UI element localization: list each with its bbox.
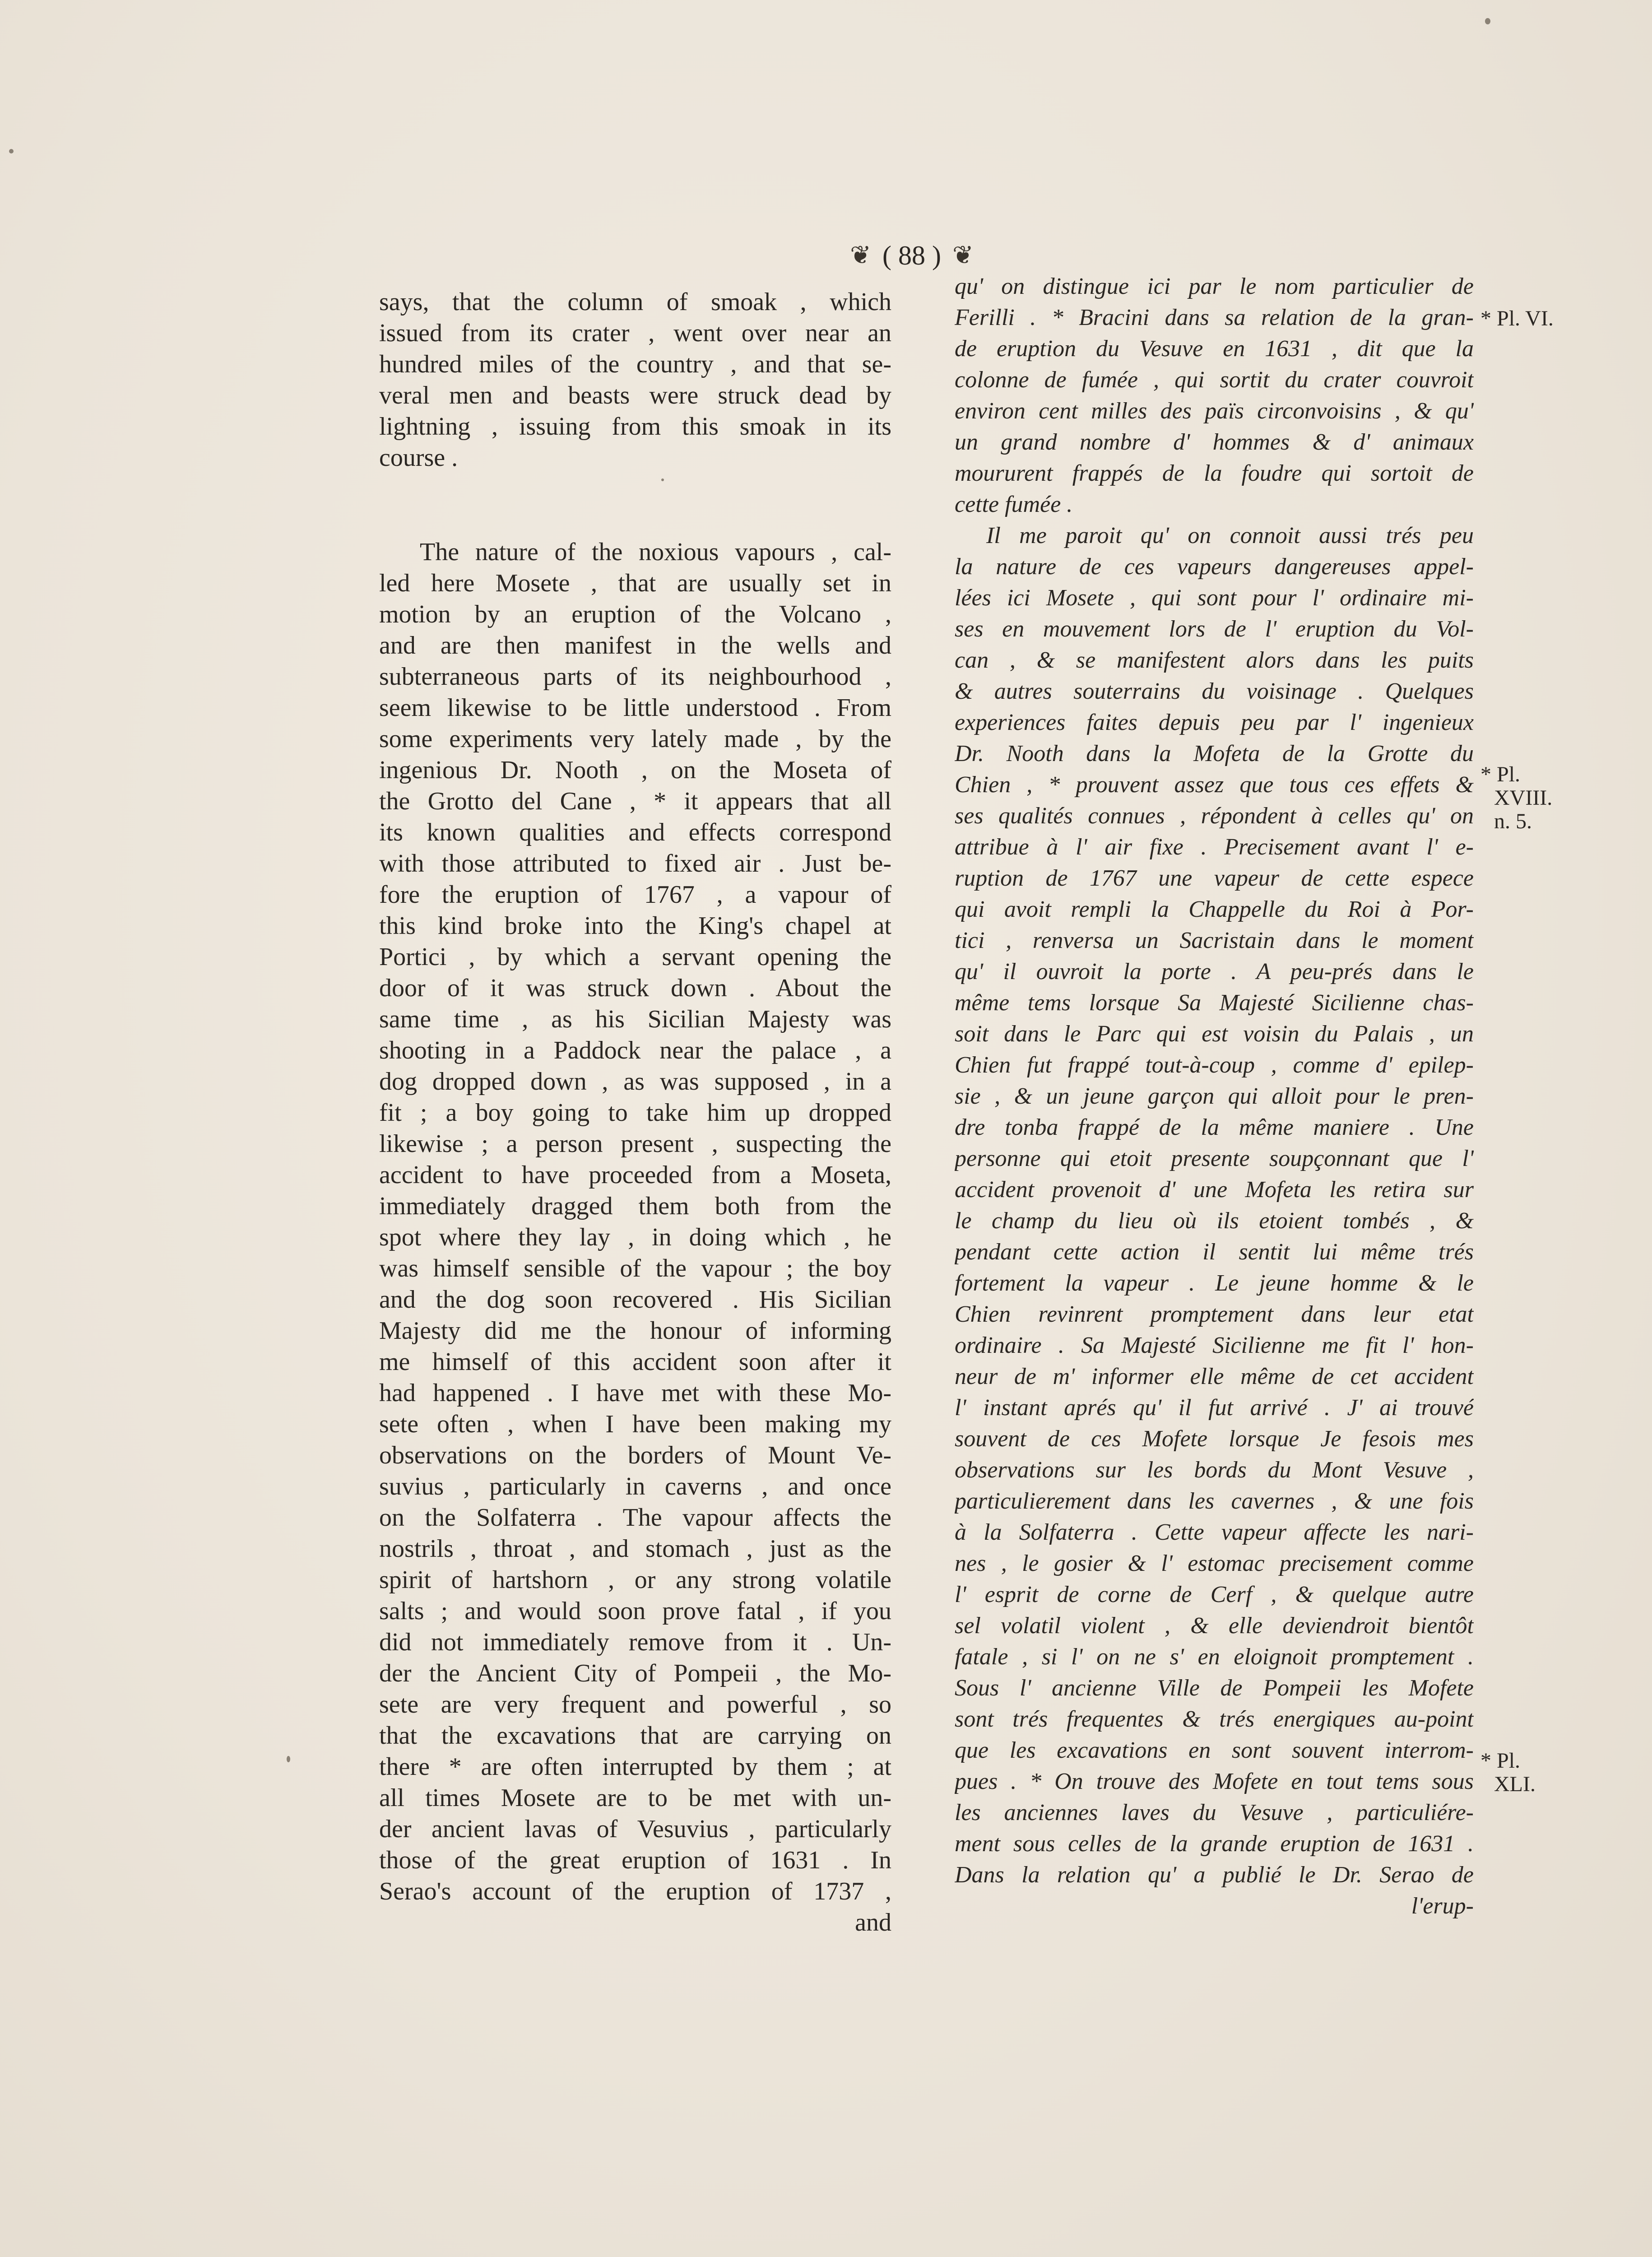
text-line: led here Mosete , that are usually set in [379, 569, 891, 597]
text-line: experiences faites depuis peu par l' ingenieux [955, 710, 1474, 735]
english-paragraph-2 [379, 537, 891, 1938]
margin-note-text: * Pl. [1480, 762, 1521, 786]
text-line: likewise ; a person present , suspecting the [379, 1130, 891, 1158]
text-line: this kind broke into the King's chapel at [379, 912, 891, 940]
text-line: accident provenoit d' une Mofeta les retira sur [955, 1177, 1474, 1203]
text-line: neur de m' informer elle même de cet accident [955, 1364, 1474, 1389]
text-line: personne qui etoit presente soupçonnant que l' [955, 1146, 1474, 1171]
text-line: dog dropped down , as was supposed , in a [379, 1068, 891, 1096]
catchword: and [855, 1909, 891, 1937]
text-line: veral men and beasts were struck dead by [379, 381, 891, 409]
text-line: Serao's account of the eruption of 1737 , [379, 1877, 891, 1905]
text-line: and the dog soon recovered . His Sicilian [379, 1286, 891, 1314]
text-line: fortement la vapeur . Le jeune homme & le [955, 1270, 1474, 1296]
text-line: Majesty did me the honour of informing [379, 1317, 891, 1345]
text-line: seem likewise to be little understood . From [379, 694, 891, 722]
text-line: and are then manifest in the wells and [379, 632, 891, 659]
margin-note-pl-xviii [1480, 763, 1552, 833]
text-line: qu' il ouvroit la porte . A peu-prés dans le [955, 959, 1474, 985]
text-line: there * are often interrupted by them ; at [379, 1753, 891, 1781]
text-line: ses en mouvement lors de l' eruption du Vol- [955, 616, 1474, 642]
text-line: cette fumée . [955, 492, 1073, 517]
text-line: Dans la relation qu' a publié le Dr. Serao de [955, 1862, 1474, 1888]
text-line: did not immediately remove from it . Un- [379, 1628, 891, 1656]
text-line: all times Mosete are to be met with un- [379, 1784, 891, 1812]
text-line: sie , & un jeune garçon qui alloit pour le pren- [955, 1083, 1474, 1109]
text-line: de eruption du Vesuve en 1631 , dit que la [955, 336, 1474, 362]
text-line: les anciennes laves du Vesuve , particuliére- [955, 1800, 1474, 1825]
text-line: immediately dragged them both from the [379, 1192, 891, 1220]
text-line: motion by an eruption of the Volcano , [379, 600, 891, 628]
text-line: dre tonba frappé de la même maniere . Une [955, 1115, 1474, 1140]
text-line: ruption de 1767 une vapeur de cette espece [955, 865, 1474, 891]
text-line: salts ; and would soon prove fatal , if you [379, 1597, 891, 1625]
text-line: ordinaire . Sa Majesté Sicilienne me fit l' hon- [955, 1333, 1474, 1358]
text-line: nes , le gosier & l' estomac precisement comme [955, 1551, 1474, 1576]
text-line: shooting in a Paddock near the palace , a [379, 1036, 891, 1064]
text-line: The nature of the noxious vapours , cal- [420, 538, 891, 566]
text-line: sont trés frequentes & trés energiques au-point [955, 1706, 1474, 1732]
text-line: ingenious Dr. Nooth , on the Moseta of [379, 756, 891, 784]
text-line: tici , renversa un Sacristain dans le moment [955, 928, 1474, 953]
text-line: fit ; a boy going to take him up dropped [379, 1099, 891, 1127]
french-column [955, 271, 1474, 1922]
french-paragraph-1 [955, 271, 1474, 520]
text-line: colonne de fumée , qui sortit du crater couvroit [955, 367, 1474, 393]
text-line: moururent frappés de la foudre qui sortoit de [955, 460, 1474, 486]
text-line: spot where they lay , in doing which , he [379, 1223, 891, 1251]
text-line: der ancient lavas of Vesuvius , particularly [379, 1815, 891, 1843]
text-line: Chien revinrent promptement dans leur etat [955, 1301, 1474, 1327]
text-line: subterraneous parts of its neighbourhood , [379, 663, 891, 691]
text-line: that the excavations that are carrying on [379, 1722, 891, 1750]
text-line: Chien , * prouvent assez que tous ces effets & [955, 772, 1474, 798]
text-line: says, that the column of smoak , which [379, 288, 891, 316]
text-line: l' esprit de corne de Cerf , & quelque autre [955, 1582, 1474, 1607]
text-line: qui avoit rempli la Chappelle du Roi à Por- [955, 896, 1474, 922]
french-paragraph-2 [955, 520, 1474, 1922]
page-number: ( 88 ) [882, 241, 941, 271]
text-line: Dr. Nooth dans la Mofeta de la Grotte du [955, 741, 1474, 766]
paragraph-gap [379, 474, 891, 537]
text-line: spirit of hartshorn , or any strong volatile [379, 1566, 891, 1594]
text-line: la nature de ces vapeurs dangereuses appel- [955, 554, 1474, 580]
text-line: same time , as his Sicilian Majesty was [379, 1005, 891, 1033]
text-line: souvent de ces Mofete lorsque Je fesois mes [955, 1426, 1474, 1452]
text-line: sel volatil violent , & elle deviendroit bientôt [955, 1613, 1474, 1639]
text-line: observations sur les bords du Mont Vesuve , [955, 1457, 1474, 1483]
ornament-right-icon: ❦ [952, 241, 974, 270]
text-line: suvius , particularly in caverns , and once [379, 1472, 891, 1500]
text-line: Ferilli . * Bracini dans sa relation de la gran- [955, 305, 1474, 330]
text-line: der the Ancient City of Pompeii , the Mo- [379, 1659, 891, 1687]
text-line: Sous l' ancienne Ville de Pompeii les Mofete [955, 1675, 1474, 1701]
text-line: & autres souterrains du voisinage . Quelques [955, 678, 1474, 704]
text-line: can , & se manifestent alors dans les puits [955, 647, 1474, 673]
margin-note-text: * Pl. VI. [1480, 307, 1554, 330]
paper-speck [9, 149, 14, 153]
text-line: sete often , when I have been making my [379, 1410, 891, 1438]
margin-note-pl-xli [1480, 1749, 1536, 1796]
text-line: the Grotto del Cane , * it appears that all [379, 787, 891, 815]
text-line: issued from its crater , went over near an [379, 319, 891, 347]
text-line: le champ du lieu où ils etoient tombés , & [955, 1208, 1474, 1234]
page-header [808, 230, 1016, 275]
text-line: soit dans le Parc qui est voisin du Palais , un [955, 1021, 1474, 1047]
text-line: lées ici Mosete , qui sont pour l' ordinaire mi- [955, 585, 1474, 611]
text-line: door of it was struck down . About the [379, 974, 891, 1002]
text-line: with those attributed to fixed air . Just be- [379, 850, 891, 878]
text-line: had happened . I have met with these Mo- [379, 1379, 891, 1407]
text-line: nostrils , throat , and stomach , just as the [379, 1535, 891, 1563]
margin-note-text: XLI. [1494, 1772, 1536, 1796]
text-line: pues . * On trouve des Mofete en tout tems sous [955, 1769, 1474, 1794]
text-line: fore the eruption of 1767 , a vapour of [379, 881, 891, 909]
text-line: qu' on distingue ici par le nom particulier de [955, 274, 1474, 299]
text-line: was himself sensible of the vapour ; the boy [379, 1254, 891, 1282]
text-line: lightning , issuing from this smoak in its [379, 413, 891, 441]
ornament-left-icon: ❦ [850, 241, 872, 270]
text-line: course . [379, 444, 458, 472]
text-line: attribue à l' air fixe . Precisement avant l' e- [955, 834, 1474, 860]
text-line: particulierement dans les cavernes , & une fois [955, 1488, 1474, 1514]
text-line: même tems lorsque Sa Majesté Sicilienne chas- [955, 990, 1474, 1016]
text-line: accident to have proceeded from a Moseta, [379, 1161, 891, 1189]
text-line: sete are very frequent and powerful , so [379, 1690, 891, 1718]
paper-speck [1485, 18, 1490, 24]
paper-speck [287, 1756, 290, 1762]
text-line: fatale , si l' on ne s' en eloignoit promptement . [955, 1644, 1474, 1670]
text-line: ment sous celles de la grande eruption de 1631 . [955, 1831, 1474, 1857]
text-line: un grand nombre d' hommes & d' animaux [955, 429, 1474, 455]
text-line: l' instant aprés qu' il fut arrivé . J' ai trouvé [955, 1395, 1474, 1421]
text-line: me himself of this accident soon after it [379, 1348, 891, 1376]
text-line: pendant cette action il sentit lui même trés [955, 1239, 1474, 1265]
text-line: those of the great eruption of 1631 . In [379, 1846, 891, 1874]
margin-note-pl-vi [1480, 307, 1554, 330]
text-line: observations on the borders of Mount Ve- [379, 1441, 891, 1469]
margin-note-text: * Pl. [1480, 1749, 1521, 1773]
text-line: on the Solfaterra . The vapour affects the [379, 1504, 891, 1532]
text-line: its known qualities and effects correspond [379, 818, 891, 846]
text-line: que les excavations en sont souvent interrom- [955, 1737, 1474, 1763]
text-line: some experiments very lately made , by the [379, 725, 891, 753]
english-column [379, 287, 891, 1938]
margin-note-text: n. 5. [1494, 809, 1532, 833]
catchword: l'erup- [1411, 1893, 1474, 1919]
text-line: hundred miles of the country , and that se- [379, 350, 891, 378]
text-line: Il me paroit qu' on connoit aussi trés peu [986, 523, 1474, 548]
text-line: ses qualités connues , répondent à celles qu' on [955, 803, 1474, 829]
paper-speck [661, 478, 664, 481]
text-line: à la Solfaterra . Cette vapeur affecte les nari- [955, 1519, 1474, 1545]
text-line: Chien fut frappé tout-à-coup , comme d' epilep- [955, 1052, 1474, 1078]
margin-note-text: XVIII. [1494, 786, 1553, 810]
english-paragraph-1 [379, 287, 891, 474]
text-line: environ cent milles des païs circonvoisins , & qu' [955, 398, 1474, 424]
text-line: Portici , by which a servant opening the [379, 943, 891, 971]
